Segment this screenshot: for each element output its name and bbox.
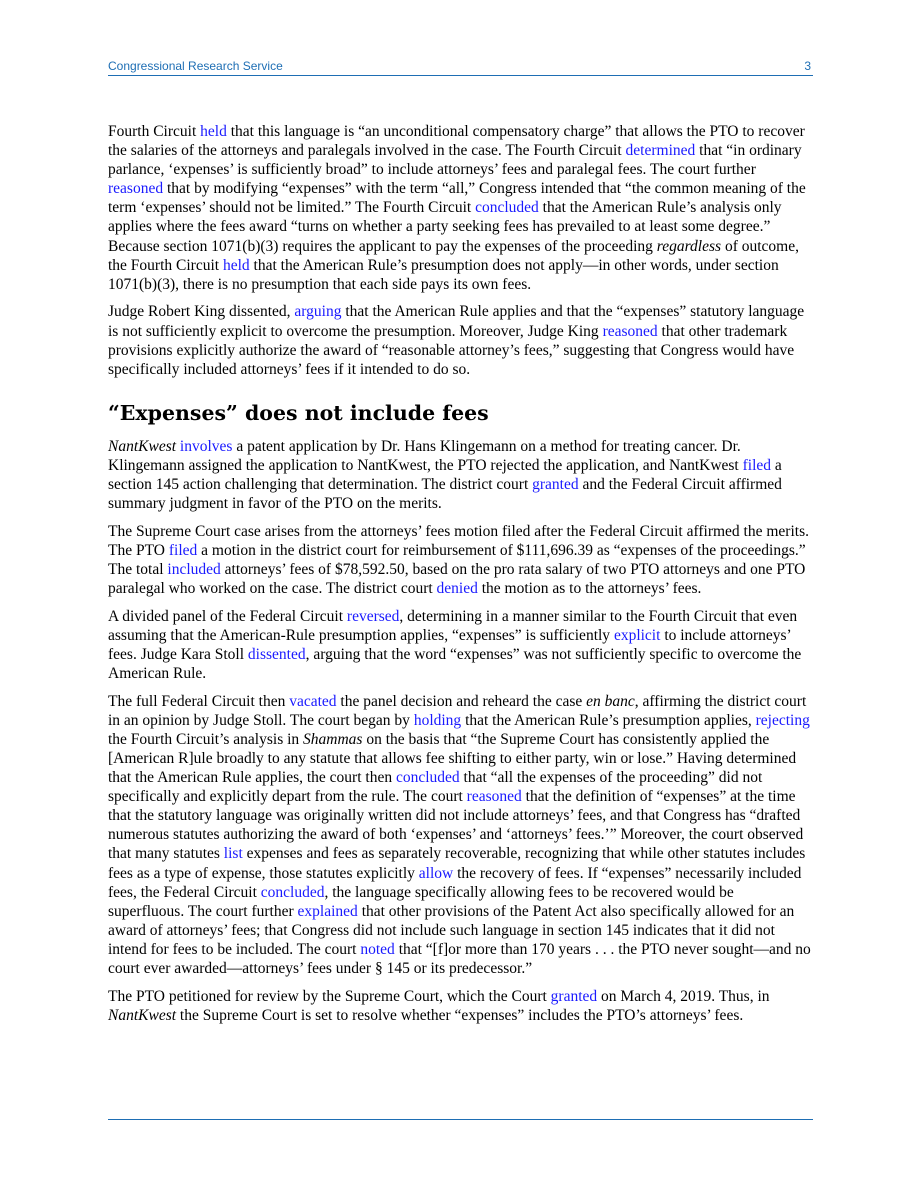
link-concluded-fed-circuit[interactable]: concluded: [260, 883, 325, 901]
link-held-2[interactable]: held: [222, 256, 250, 274]
link-reasoned[interactable]: reasoned: [108, 180, 164, 198]
link-rejecting[interactable]: rejecting: [755, 711, 810, 729]
footer-divider: [108, 1119, 813, 1120]
link-noted[interactable]: noted: [360, 940, 395, 958]
paragraph-fourth-circuit-holding: Fourth Circuit held that this language is “an unconditional compensatory charge” that allows the PTO to recover the salaries of the attorneys and paralegals involved in the case. The Fourth Circuit determined that “in ordinary parlance, ‘expenses’ is sufficiently broad” to include attorneys’ fees and paralegal fees. The court further reasoned that by modifying “expenses” with the term “all,” Congress intended that “the common meaning of the term ‘expenses’ should not be limited.” The Fourth Circuit concluded that the American Rule’s analysis only applies where the fees award “turns on whether a party seeking fees has prevailed to at least some degree.” Because section 1071(b)(3) requires the applicant to pay the expenses of the proceeding regardless of outcome, the Fourth Circuit held that the American Rule’s presumption does not apply—in other words, under section 1071(b)(3), there is no presumption that each side pays its own fees.: [108, 123, 806, 293]
link-arguing[interactable]: arguing: [294, 303, 342, 321]
link-explained[interactable]: explained: [297, 902, 358, 920]
paragraph-panel-decision: A divided panel of the Federal Circuit reversed, determining in a manner similar to the Fourth Circuit that even assuming that the American-Rule presumption applies, “expenses” is sufficiently explicit to include attorneys’ fees. Judge Kara Stoll dissented, arguing that the word “expenses” was not sufficiently specific to overcome the American Rule.: [108, 607, 802, 683]
link-included[interactable]: included: [167, 560, 221, 578]
link-filed[interactable]: filed: [742, 456, 772, 474]
link-granted[interactable]: granted: [532, 476, 579, 493]
paragraph-en-banc: The full Federal Circuit then vacated the panel decision and reheard the case en banc, affirming the district court in an opinion by Judge Stoll. The court began by holding that the American Rule’s presumption applies, rejecting the Fourth Circuit’s analysis in Shammas on the basis that “the Supreme Court has consistently applied the [American R]ule broadly to any statute that allows fee shifting to either party, win or lose.” Having determined that the American Rule applies, the court then concluded that “all the expenses of the proceeding” did not specifically and explicitly depart from the rule. The court reasoned that the definition of “expenses” at the time that the statutory language was originally written did not include attorneys’ fees, and that Congress has “drafted numerous statutes authorizing the award of both ‘expenses’ and ‘attorneys’ fees.’” Moreover, the court observed that many statutes list expenses and fees as separately recoverable, recognizing that while other statutes includes fees as a type of expense, those statutes explicitly allow the recovery of fees. If “expenses” necessarily included fees, the Federal Circuit concluded, the language specifically allowing fees to be recovered would be superfluous. The court further explained that other provisions of the Patent Act also specifically allowed for an award of attorneys’ fees; that Congress did not include such language in section 145 indicates that it did not intend for fees to be included. The court noted that “[f]or more than 170 years . . . the PTO never sought—and no court ever awarded—attorneys’ fees under § 145 or its predecessor.”: [108, 692, 811, 978]
link-reasoned-king[interactable]: reasoned: [602, 322, 658, 340]
link-concluded-en-banc[interactable]: concluded: [395, 769, 460, 787]
link-involves[interactable]: involves: [179, 437, 233, 455]
page-number: 3: [804, 59, 811, 73]
document-body: [108, 122, 812, 1034]
link-granted-cert[interactable]: granted: [550, 987, 598, 1005]
paragraph-supreme-court-review: The PTO petitioned for review by the Supreme Court, which the Court granted on March 4, 2019. Thus, in NantKwest the Supreme Court is set to resolve whether “expenses” includes the PTO’s attorneys’ fees.: [108, 987, 770, 1024]
link-held[interactable]: held: [200, 123, 227, 140]
section-heading: “Expenses” does not include fees: [108, 400, 489, 425]
link-determined[interactable]: determined: [625, 142, 696, 160]
link-denied[interactable]: denied: [436, 580, 478, 598]
paragraph-nantkwest-background: NantKwest involves a patent application by Dr. Hans Klingemann on a method for treating cancer. Dr. Klingemann assigned the application to NantKwest, the PTO rejected the application, and NantKwest filed a section 145 action challenging that determination. The district court granted and the Federal Circuit affirmed summary judgment in favor of the PTO on the merits.: [108, 437, 782, 513]
page-header: [108, 57, 813, 76]
link-dissented[interactable]: dissented: [247, 645, 306, 663]
header-org-name: Congressional Research Service: [108, 59, 283, 73]
link-allow[interactable]: allow: [418, 864, 454, 882]
link-concluded[interactable]: concluded: [475, 199, 539, 217]
paragraph-fees-motion: The Supreme Court case arises from the attorneys’ fees motion filed after the Federal Circuit affirmed the merits. The PTO filed a motion in the district court for reimbursement of $111,696.39 as “expenses of the proceedings.” The total included attorneys’ fees of $78,592.50, based on the pro rata salary of two PTO attorneys and one PTO paralegal who worked on the case. The district court denied the motion as to the attorneys’ fees.: [108, 522, 809, 598]
link-vacated[interactable]: vacated: [289, 692, 337, 710]
link-reasoned-en-banc[interactable]: reasoned: [466, 788, 522, 806]
link-explicit[interactable]: explicit: [613, 626, 661, 644]
link-list[interactable]: list: [223, 845, 243, 863]
link-reversed[interactable]: reversed: [346, 607, 400, 625]
link-holding[interactable]: holding: [413, 711, 462, 729]
link-filed-motion[interactable]: filed: [168, 541, 198, 559]
paragraph-king-dissent: Judge Robert King dissented, arguing that the American Rule applies and that the “expenses” statutory language is not sufficiently explicit to overcome the presumption. Moreover, Judge King reasoned that other trademark provisions explicitly authorize the award of “reasonable attorney’s fees,” suggesting that Congress would have specifically included attorneys’ fees if it intended to do so.: [108, 303, 805, 378]
